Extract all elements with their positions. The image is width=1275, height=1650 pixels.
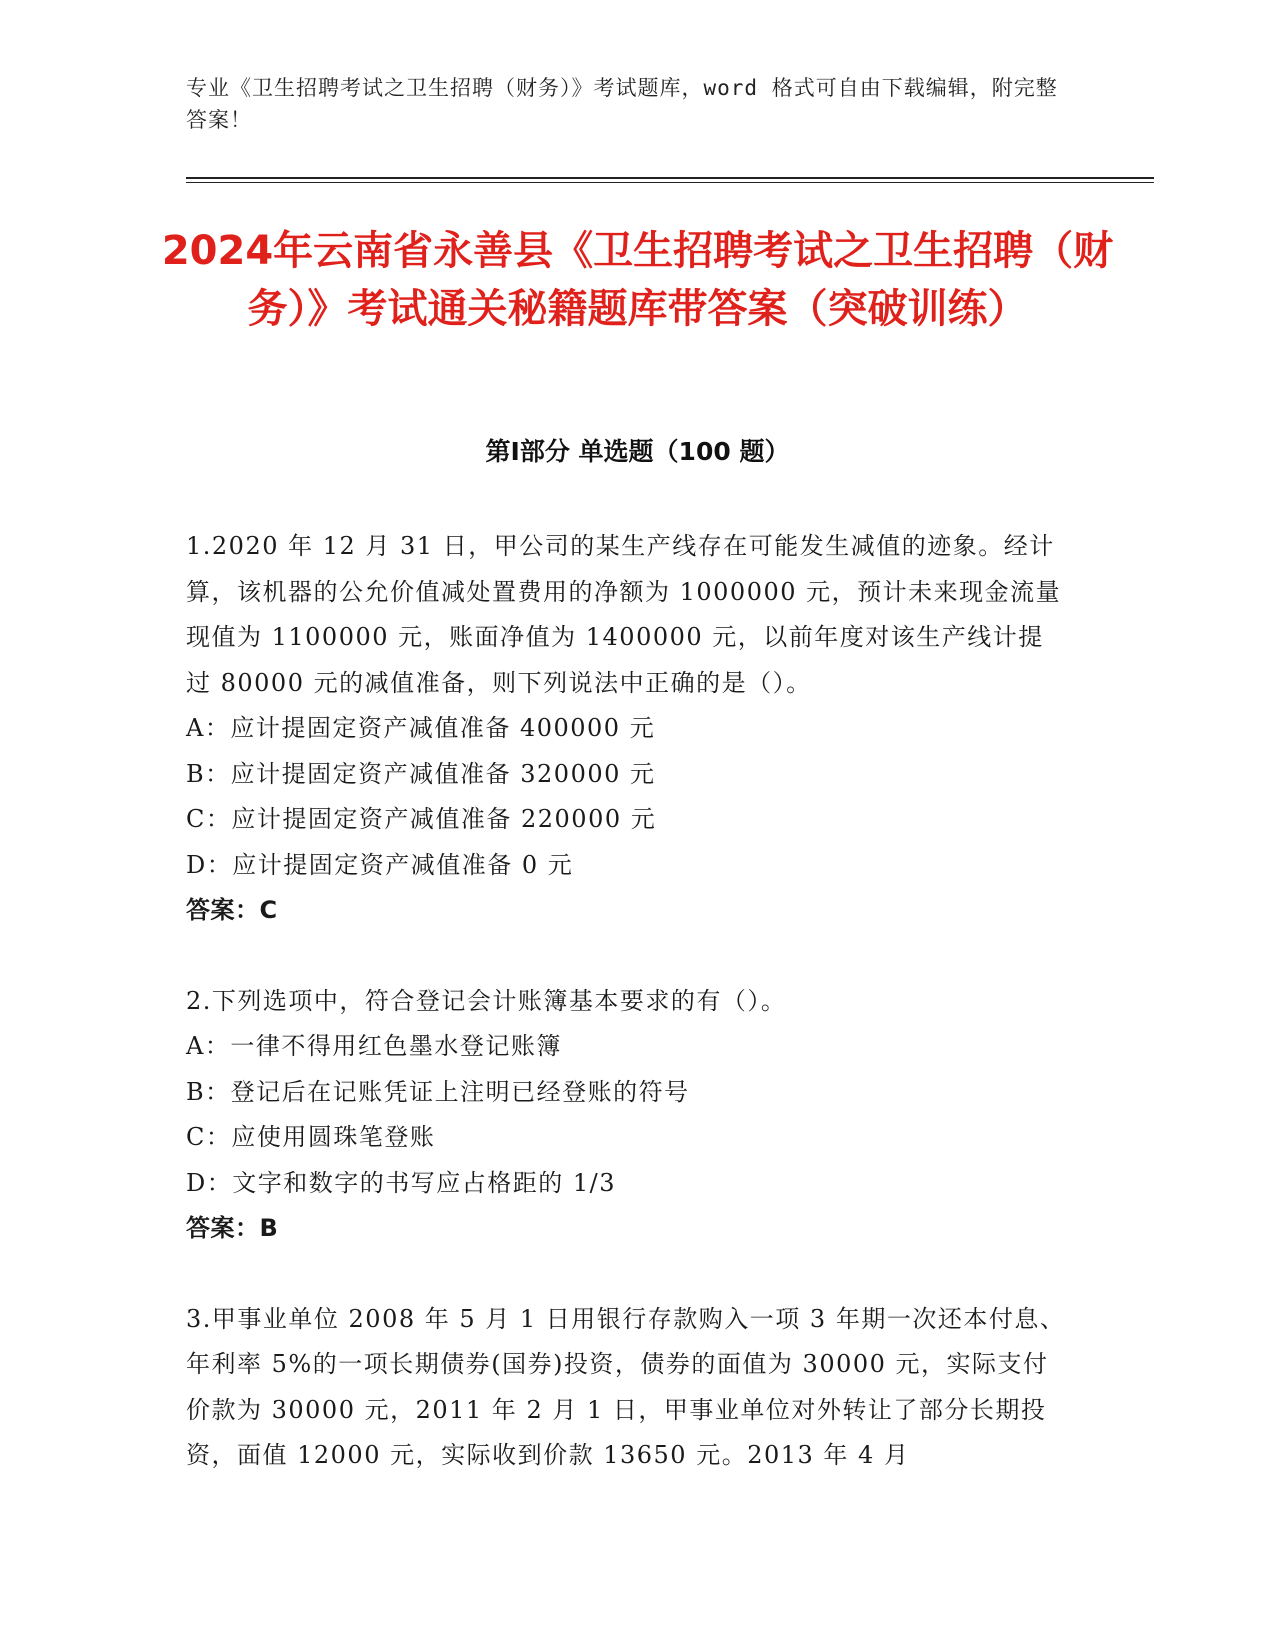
option-d: D：应计提固定资产减值准备 0 元 <box>186 850 574 879</box>
document-title: 2024年云南省永善县《卫生招聘考试之卫生招聘（财务）》考试通关秘籍题库带答案（突破训练） <box>161 228 1114 332</box>
answer-line: 答案：C <box>186 896 278 924</box>
question-stem: 3.甲事业单位 2008 年 5 月 1 日用银行存款购入一项 3 年期一次还本付息、年利率 5%的一项长期债券(国券)投资，债券的面值为 30000 元，实际支付价款为 30000 元，2011 年 2 月 1 日，甲事业单位对外转让了部分长期投资，面值 12000 元，实际收到价款 13650 元。2013 年 4 月 <box>186 1304 1066 1469</box>
question-2 <box>186 979 1066 1252</box>
section-heading: 第Ⅰ部分 单选题（100 题） <box>485 437 790 466</box>
question-stem: 1.2020 年 12 月 31 日，甲公司的某生产线存在可能发生减值的迹象。经计算，该机器的公允价值减处置费用的净额为 1000000 元，预计未来现金流量现值为 1100000 元，账面净值为 1400000 元，以前年度对该生产线计提过 80000 元的减值准备，则下列说法中正确的是（）。 <box>186 532 1062 697</box>
option-b: B：应计提固定资产减值准备 320000 元 <box>186 759 656 788</box>
option-c: C：应使用圆珠笔登账 <box>186 1123 436 1151</box>
option-b: B：登记后在记账凭证上注明已经登账的符号 <box>186 1077 690 1106</box>
question-3 <box>186 1297 1066 1479</box>
option-c: C：应计提固定资产减值准备 220000 元 <box>186 805 657 833</box>
option-a: A：应计提固定资产减值准备 400000 元 <box>186 714 656 742</box>
header-divider-thin <box>186 182 1154 183</box>
question-stem: 2.下列选项中，符合登记会计账簿基本要求的有（）。 <box>186 986 787 1015</box>
header-divider-thick <box>186 177 1154 179</box>
question-1 <box>186 524 1066 934</box>
option-a: A：一律不得用红色墨水登记账簿 <box>186 1032 562 1060</box>
question-list <box>186 524 1066 1524</box>
answer-line: 答案：B <box>186 1214 279 1242</box>
header-note: 专业《卫生招聘考试之卫生招聘（财务）》考试题库，word 格式可自由下载编辑，附完整答案！ <box>186 76 1058 132</box>
option-d: D：文字和数字的书写应占格距的 1/3 <box>186 1168 616 1197</box>
